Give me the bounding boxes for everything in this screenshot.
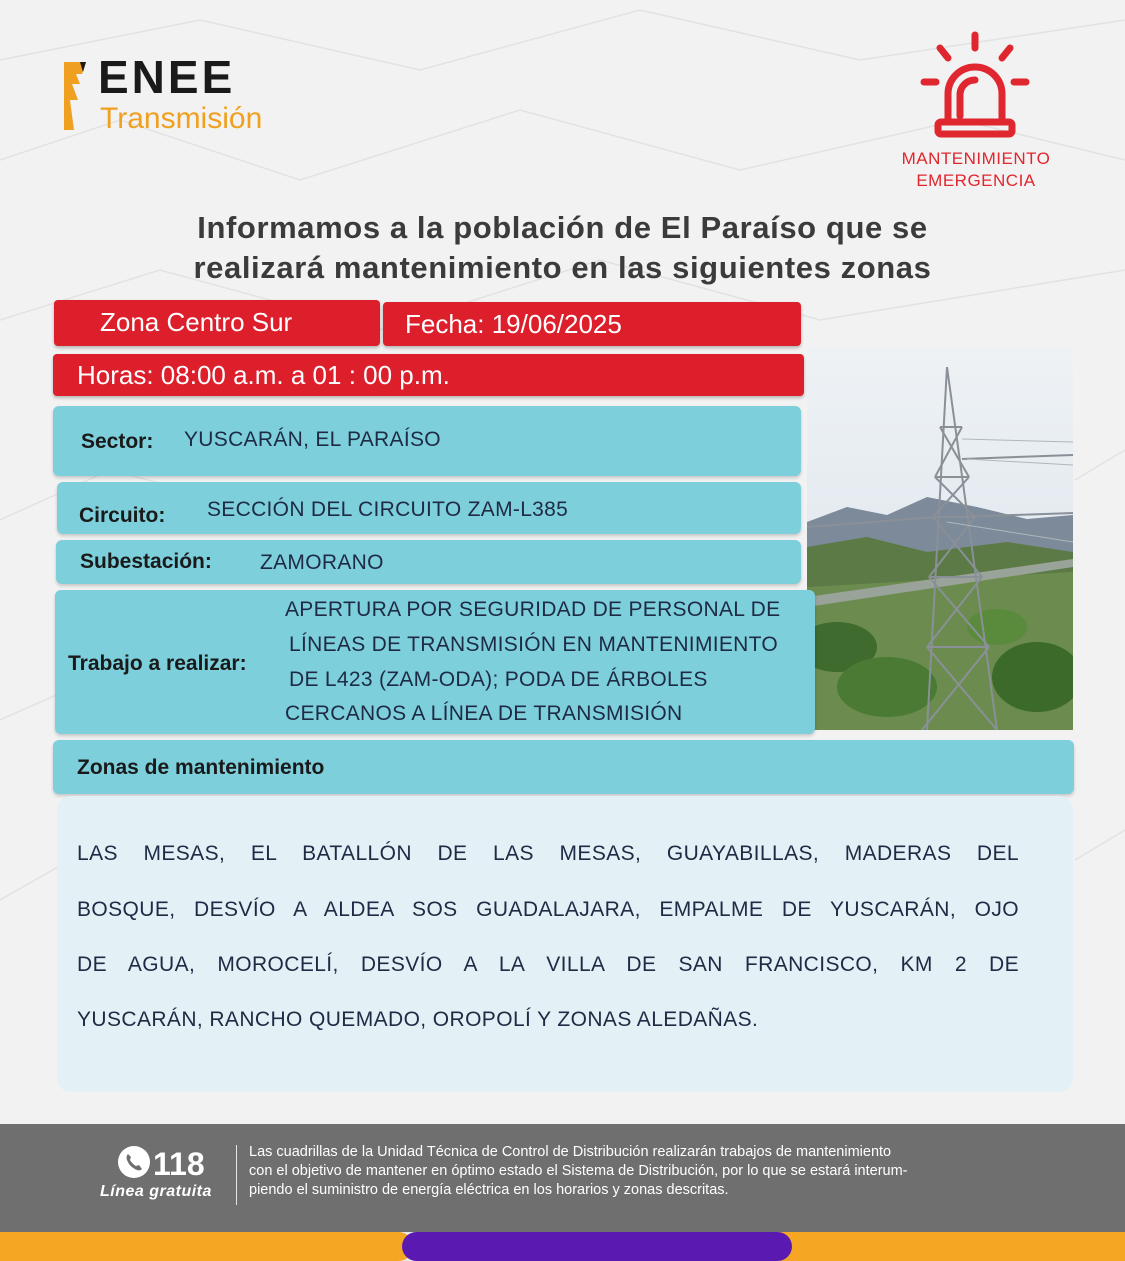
- sector-value: YUSCARÁN, EL PARAÍSO: [184, 428, 441, 451]
- circuit-value: SECCIÓN DEL CIRCUITO ZAM-L385: [207, 498, 569, 521]
- bottom-bar-purple: [402, 1232, 792, 1261]
- substation-value: ZAMORANO: [260, 551, 384, 574]
- page-headline: [60, 208, 1065, 288]
- zones-line-1: LAS MESAS, EL BATALLÓN DE LAS MESAS, GUAYABILLAS, MADERAS DEL: [77, 842, 1019, 865]
- footer-line-2: con el objetivo de mantener en óptimo estado el Sistema de Distribución, por lo que se estará interum-: [249, 1163, 908, 1179]
- circuit-row: [57, 482, 801, 534]
- footer-line-1: Las cuadrillas de la Unidad Técnica de Control de Distribución realizarán trabajos de mantenimiento: [249, 1144, 892, 1160]
- siren-icon: [920, 30, 1030, 140]
- brand-subtitle: Transmisión: [100, 102, 263, 135]
- footer-notice: [249, 1143, 1049, 1200]
- zones-line-4: YUSCARÁN, RANCHO QUEMADO, OROPOLÍ Y ZONAS ALEDAÑAS.: [77, 1008, 759, 1031]
- work-line-2: LÍNEAS DE TRANSMISIÓN EN MANTENIMIENTO: [289, 633, 779, 656]
- maintenance-emergency-label: [878, 148, 1074, 192]
- hotline-label: Línea gratuita: [100, 1183, 212, 1200]
- work-line-3: DE L423 (ZAM-ODA); PODA DE ÁRBOLES: [289, 668, 708, 691]
- zones-line-2: BOSQUE, DESVÍO A ALDEA SOS GUADALAJARA, EMPALME DE YUSCARÁN, OJO: [77, 898, 1019, 921]
- alert-line-2: EMERGENCIA: [916, 171, 1036, 190]
- footer-divider: [236, 1145, 237, 1205]
- headline-line-1: Informamos a la población de El Paraíso que se: [197, 210, 928, 245]
- footer-line-3: piendo el suministro de energía eléctrica en los horarios y zonas descritas.: [249, 1182, 729, 1198]
- bottom-bar-orange-left: [0, 1232, 413, 1261]
- brand-name: ENEE: [98, 51, 236, 103]
- circuit-label: Circuito:: [79, 504, 166, 527]
- hotline-number[interactable]: 118: [153, 1146, 205, 1182]
- transmission-tower-photo: [807, 347, 1073, 730]
- date-badge: Fecha: 19/06/2025: [383, 302, 801, 346]
- phone-icon: [118, 1146, 150, 1178]
- work-line-4: CERCANOS A LÍNEA DE TRANSMISIÓN: [285, 702, 683, 725]
- work-row: [55, 590, 815, 734]
- bottom-bar-orange-right: [780, 1232, 1125, 1261]
- sector-label: Sector:: [81, 430, 154, 453]
- sector-row: [53, 406, 801, 476]
- zones-line-3: DE AGUA, MOROCELÍ, DESVÍO A LA VILLA DE SAN FRANCISCO, KM 2 DE: [77, 953, 1019, 976]
- hours-badge: Horas: 08:00 a.m. a 01 : 00 p.m.: [53, 354, 804, 396]
- work-line-1: APERTURA POR SEGURIDAD DE PERSONAL DE: [285, 598, 781, 621]
- zones-list: [57, 796, 1073, 1092]
- enee-logo-icon: [62, 60, 88, 132]
- alert-line-1: MANTENIMIENTO: [901, 149, 1051, 168]
- work-label: Trabajo a realizar:: [68, 652, 247, 675]
- substation-row: [56, 540, 801, 584]
- zones-title: Zonas de mantenimiento: [77, 756, 325, 779]
- zone-badge: Zona Centro Sur: [54, 300, 380, 346]
- headline-line-2: realizará mantenimiento en las siguientes zonas: [193, 250, 932, 285]
- substation-label: Subestación:: [80, 550, 212, 573]
- zones-header: [53, 740, 1074, 794]
